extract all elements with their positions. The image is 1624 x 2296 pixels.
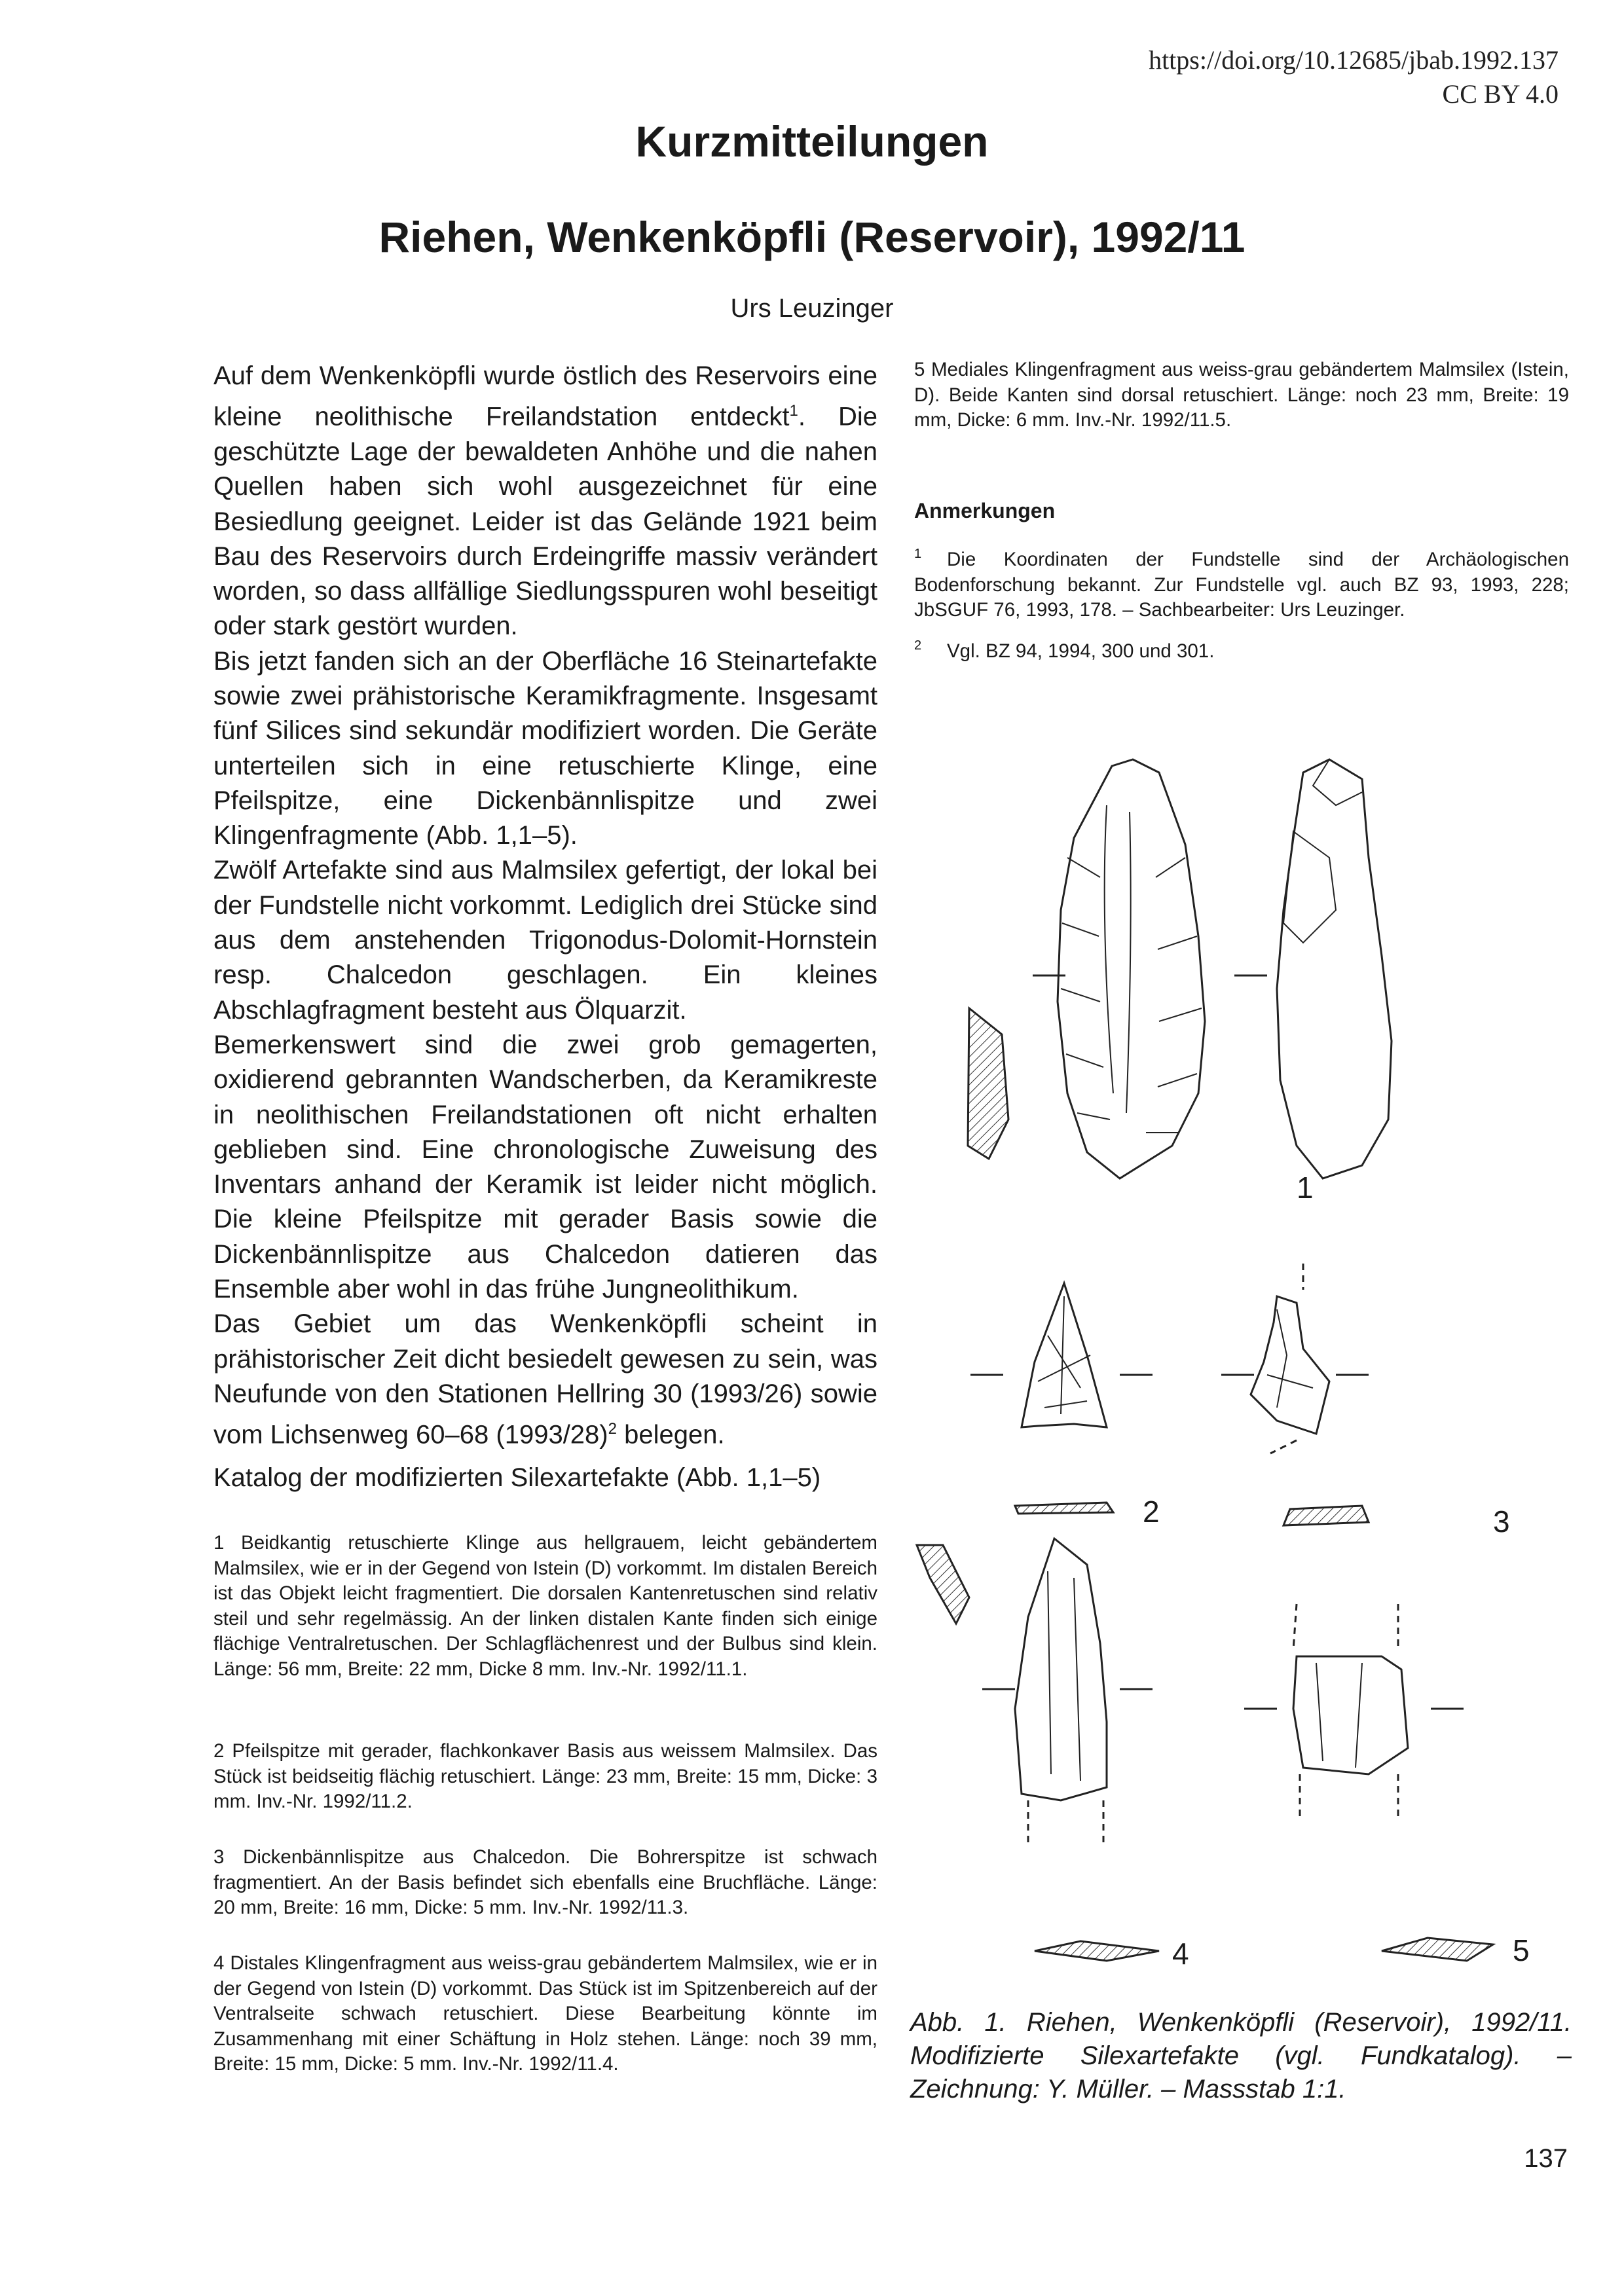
- notes-heading: Anmerkungen: [914, 499, 1056, 522]
- figure-label-3: 3: [1493, 1504, 1510, 1539]
- body-paragraph-3: Zwölf Artefakte sind aus Malmsilex gefertigt, der lokal bei der Fundstelle nicht vorkommt. Lediglich drei Stücke sind aus dem anstehenden Trigonodus-Dolomit-Hornstein resp. Chalcedon geschlagen. Ein kleines Abschlagfragment besteht aus Ölquarzit.: [213, 856, 877, 1025]
- artifact-drawings: [910, 727, 1572, 2003]
- doi-link[interactable]: https://doi.org/10.12685/jbab.1992.137: [1149, 45, 1559, 75]
- body-paragraph-4: Bemerkenswert sind die zwei grob gemagerten, oxidierend gebrannten Wandscherben, da Keramikreste in neolithischen Freilandstationen oft nicht erhalten geblieben sind. Eine chronologische Zuweisung des Inventars anhand der Keramik ist leider nicht möglich. Die kleine Pfeilspitze mit gerader Basis sowie die Dickenbännlispitze aus Chalcedon datieren das Ensemble aber wohl in das frühe Jungneolithikum.: [213, 1030, 877, 1304]
- page-number: 137: [1524, 2144, 1568, 2173]
- artifact-5-drawing: [1244, 1604, 1493, 1961]
- body-paragraph-5: Das Gebiet um das Wenkenköpfli scheint in prähistorischer Zeit dicht besiedelt gewesen zu sein, was Neufunde von den Stationen Hellring 30 (1993/26) sowie vom Lichsenweg 60–68 $(1993/28)^2$ belegen.: [213, 1309, 877, 1449]
- artifact-figure: [910, 727, 1572, 2003]
- body-paragraph-1: Auf dem Wenkenköpfli wurde östlich des Reservoirs eine kleine neolithische Freilandstation entdeckt$^1$. Die geschützte Lage der bewaldeten Anhöhe und die nahen Quellen haben sich wohl ausgezeichnet für eine Besiedlung geeignet. Leider ist das Gelände 1921 beim Bau des Reservoirs durch Erdeingriffe massiv verändert worden, so dass allfällige Siedlungsspuren wohl beseitigt oder stark gestört wurden.: [213, 361, 877, 641]
- note-2: $^2$ Vgl. BZ 94, 1994, 300 und 301.: [914, 638, 1215, 662]
- doi-header: [1100, 43, 1559, 111]
- author-name: Urs Leuzinger: [730, 294, 894, 323]
- katalog-entry-2: 2 Pfeilspitze mit gerader, flachkonkaver Basis aus weissem Malmsilex. Das Stück ist beidseitig flächig retuschiert. Länge: 23 mm, Breite: 15 mm, Dicke: 3 mm. Inv.-Nr. 1992/11.2.: [213, 1740, 877, 1813]
- figure-label-1: 1: [1297, 1171, 1314, 1205]
- license-label: CC BY 4.0: [1442, 79, 1559, 109]
- katalog-entry-3: 3 Dickenbännlispitze aus Chalcedon. Die Bohrerspitze ist schwach fragmentiert. An der Basis befindet sich ebenfalls eine Bruchfläche. Länge: 20 mm, Breite: 16 mm, Dicke: 5 mm. Inv.-Nr. 1992/11.3.: [213, 1846, 877, 1919]
- body-text: [213, 359, 877, 1453]
- artifact-4-drawing: [917, 1539, 1159, 1961]
- katalog-entry-4: 4 Distales Klingenfragment aus weiss-grau gebändertem Malmsilex, wie er in der Gegend von Istein (D) vorkommt. Das Stück ist im Spitzenbereich auf der Ventralseite schwach retuschiert. Diese Bearbeitung könnte im Zusammenhang mit einer Schäftung in Holz stehen. Länge: noch 39 mm, Breite: 15 mm, Dicke: 5 mm. Inv.-Nr. 1992/11.4.: [213, 1952, 877, 2075]
- artifact-3-drawing: [1221, 1264, 1369, 1525]
- footnote-ref-2[interactable]: 2: [608, 1420, 617, 1438]
- figure-label-2: 2: [1143, 1495, 1160, 1529]
- figure-label-5: 5: [1513, 1933, 1530, 1967]
- body-paragraph-2: Bis jetzt fanden sich an der Oberfläche 16 Steinartefakte sowie zwei prähistorische Keramikfragmente. Insgesamt fünf Silices sind sekundär modifiziert worden. Die Geräte unterteilen sich in eine retuschierte Klinge, eine Pfeilspitze, eine Dickenbännlispitze und zwei Klingenfragmente (Abb. 1,1–5).: [213, 646, 877, 850]
- article-title: Riehen, Wenkenköpfli (Reservoir), 1992/11: [378, 213, 1246, 261]
- note-1: $^1$ Die Koordinaten der Fundstelle sind der Archäologischen Bodenforschung bekannt. Zur Fundstelle vgl. auch BZ 93, 1993, 228; JbSGUF 76, 1993, 178. – Sachbearbeiter: Urs Leuzinger.: [914, 547, 1569, 621]
- katalog-entry-1: 1 Beidkantig retuschierte Klinge aus hellgrauem, leicht gebändertem Malmsilex, wie er in der Gegend von Istein (D) vorkommt. Im distalen Bereich ist das Objekt leicht fragmentiert. Die dorsalen Kantenretuschen sind relativ steil und sehr regelmässig. An der linken distalen Kante finden sich einige flächige Ventralretuschen. Der Schlagflächenrest und der Bulbus sind klein. Länge: 56 mm, Breite: 22 mm, Dicke 8 mm. Inv.-Nr. 1992/11.1.: [213, 1532, 877, 1680]
- katalog-entry-5: 5 Mediales Klingenfragment aus weiss-grau gebändertem Malmsilex (Istein, D). Beide Kanten sind dorsal retuschiert. Länge: noch 23 mm, Breite: 19 mm, Dicke: 6 mm. Inv.-Nr. 1992/11.5.: [914, 359, 1569, 431]
- figure-caption: Abb. 1. Riehen, Wenkenköpfli (Reservoir), 1992/11. Modifizierte Silexartefakte (vgl. Fundkatalog). – Zeichnung: Y. Müller. – Massstab 1:1.: [910, 2008, 1572, 2104]
- figure-label-4: 4: [1172, 1937, 1189, 1971]
- section-title: Kurzmitteilungen: [635, 117, 989, 166]
- katalog-heading: Katalog der modifizierten Silexartefakte (Abb. 1,1–5): [213, 1463, 821, 1492]
- footnote-ref-1[interactable]: 1: [789, 402, 798, 420]
- artifact-1-drawing: [968, 759, 1392, 1178]
- artifact-2-drawing: [970, 1283, 1153, 1514]
